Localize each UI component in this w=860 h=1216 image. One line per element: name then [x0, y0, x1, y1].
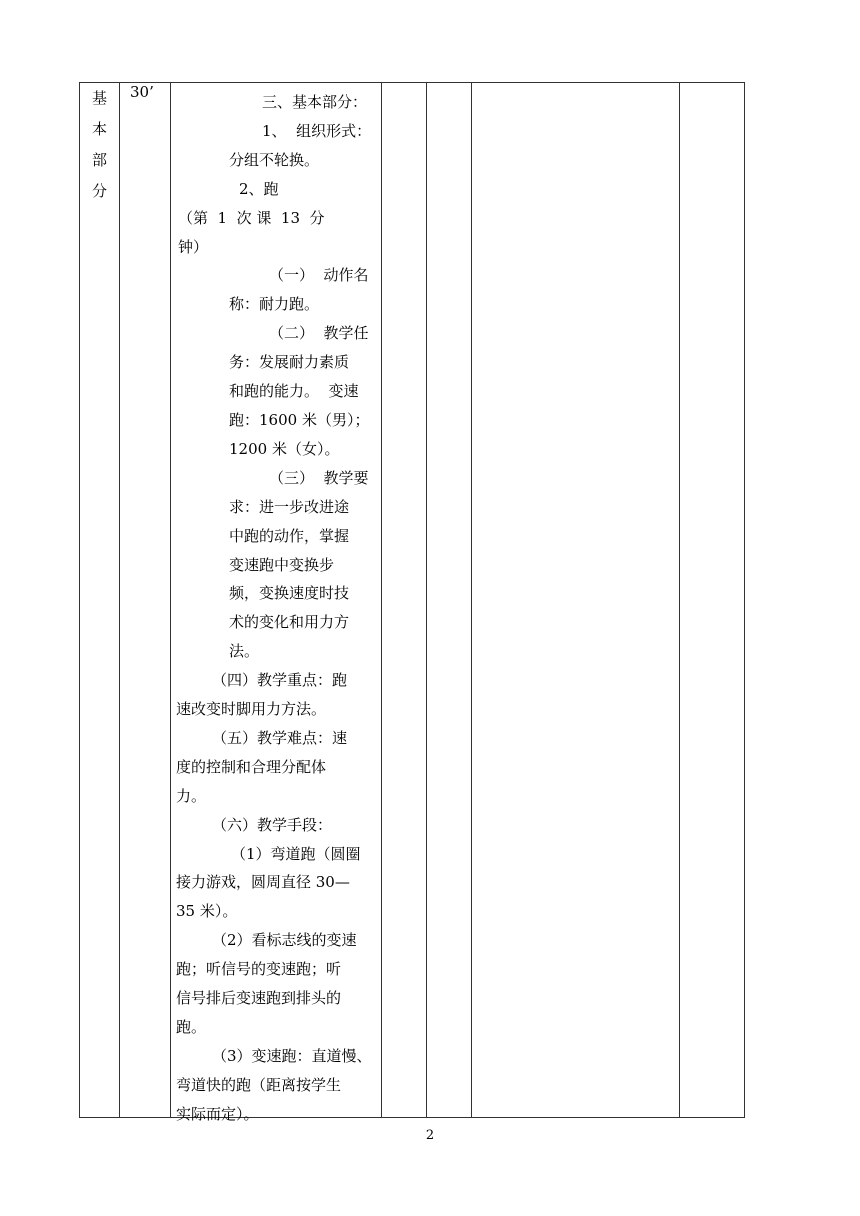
lesson-plan-table [79, 82, 745, 1123]
section-label-char: 基 [91, 89, 107, 107]
content-line: 实际而定）。 [176, 1104, 259, 1123]
empty-cell [680, 83, 745, 1118]
table-row [80, 83, 745, 1118]
section-label [80, 83, 119, 207]
content-line: （一） 动作名 [269, 266, 369, 285]
content-line: 频，变换速度时技 [229, 584, 350, 603]
content-line: 接力游戏，圆周直径 30— [176, 873, 350, 892]
content-line: 称：耐力跑。 [229, 295, 320, 314]
content-line: 分组不轮换。 [229, 150, 320, 169]
content-line: 术的变化和用力方 [229, 613, 350, 632]
content-line: 2、跑 [239, 179, 279, 198]
content-line: 度的控制和合理分配体 [176, 757, 327, 776]
empty-cell [382, 83, 427, 1118]
content-line: 1、 组织形式： [262, 121, 372, 140]
content-line: 1200 米（女）。 [229, 439, 340, 458]
content-line: 和跑的能力。 变速 [229, 382, 359, 401]
content-line: 跑。 [176, 1018, 207, 1036]
section-label-char: 本 [91, 120, 107, 139]
content-line: 务：发展耐力素质 [229, 353, 350, 372]
section-label-char: 分 [91, 182, 107, 201]
content-line: 35 米）。 [176, 902, 238, 921]
content-line: 跑；听信号的变速跑；听 [176, 960, 342, 979]
content-line: 求：进一步改进途 [229, 497, 350, 516]
empty-cell [427, 83, 472, 1118]
content-line: 三、基本部分： [262, 93, 368, 111]
content-text [171, 83, 381, 1123]
duration: 30’ [130, 83, 154, 101]
content-line: 力。 [176, 786, 207, 805]
empty-cell [472, 83, 680, 1118]
content-line: 跑：1600 米（男）； [229, 410, 370, 429]
content-line: （3）变速跑：直道慢、 [212, 1046, 372, 1065]
content-line: （1）弯道跑（圆圈 [231, 844, 361, 863]
content-line: （三） 教学要 [269, 468, 369, 487]
section-label-cell [80, 83, 120, 1118]
content-line: 变速跑中变换步 [229, 555, 335, 574]
content-line: （2）看标志线的变速 [212, 931, 357, 950]
content-line: 速改变时脚用力方法。 [176, 700, 327, 719]
content-line: 钟） [178, 237, 209, 256]
content-line: （六）教学手段： [212, 815, 333, 834]
content-line: （四）教学重点：跑 [212, 671, 348, 690]
content-line: （五）教学难点：速 [212, 728, 348, 747]
content-line: 弯道快的跑（距离按学生 [176, 1075, 342, 1094]
content-line: （第 1 次 课 13 分 [178, 208, 325, 227]
content-line: 信号排后变速跑到排头的 [176, 989, 342, 1008]
content-line: 法。 [229, 642, 260, 661]
page-number: 2 [425, 1128, 435, 1143]
content-cell [171, 83, 382, 1123]
content-line: （二） 教学任 [269, 324, 369, 343]
duration-cell [120, 83, 171, 1118]
section-label-char: 部 [91, 151, 107, 170]
content-line: 中跑的动作，掌握 [229, 526, 350, 545]
